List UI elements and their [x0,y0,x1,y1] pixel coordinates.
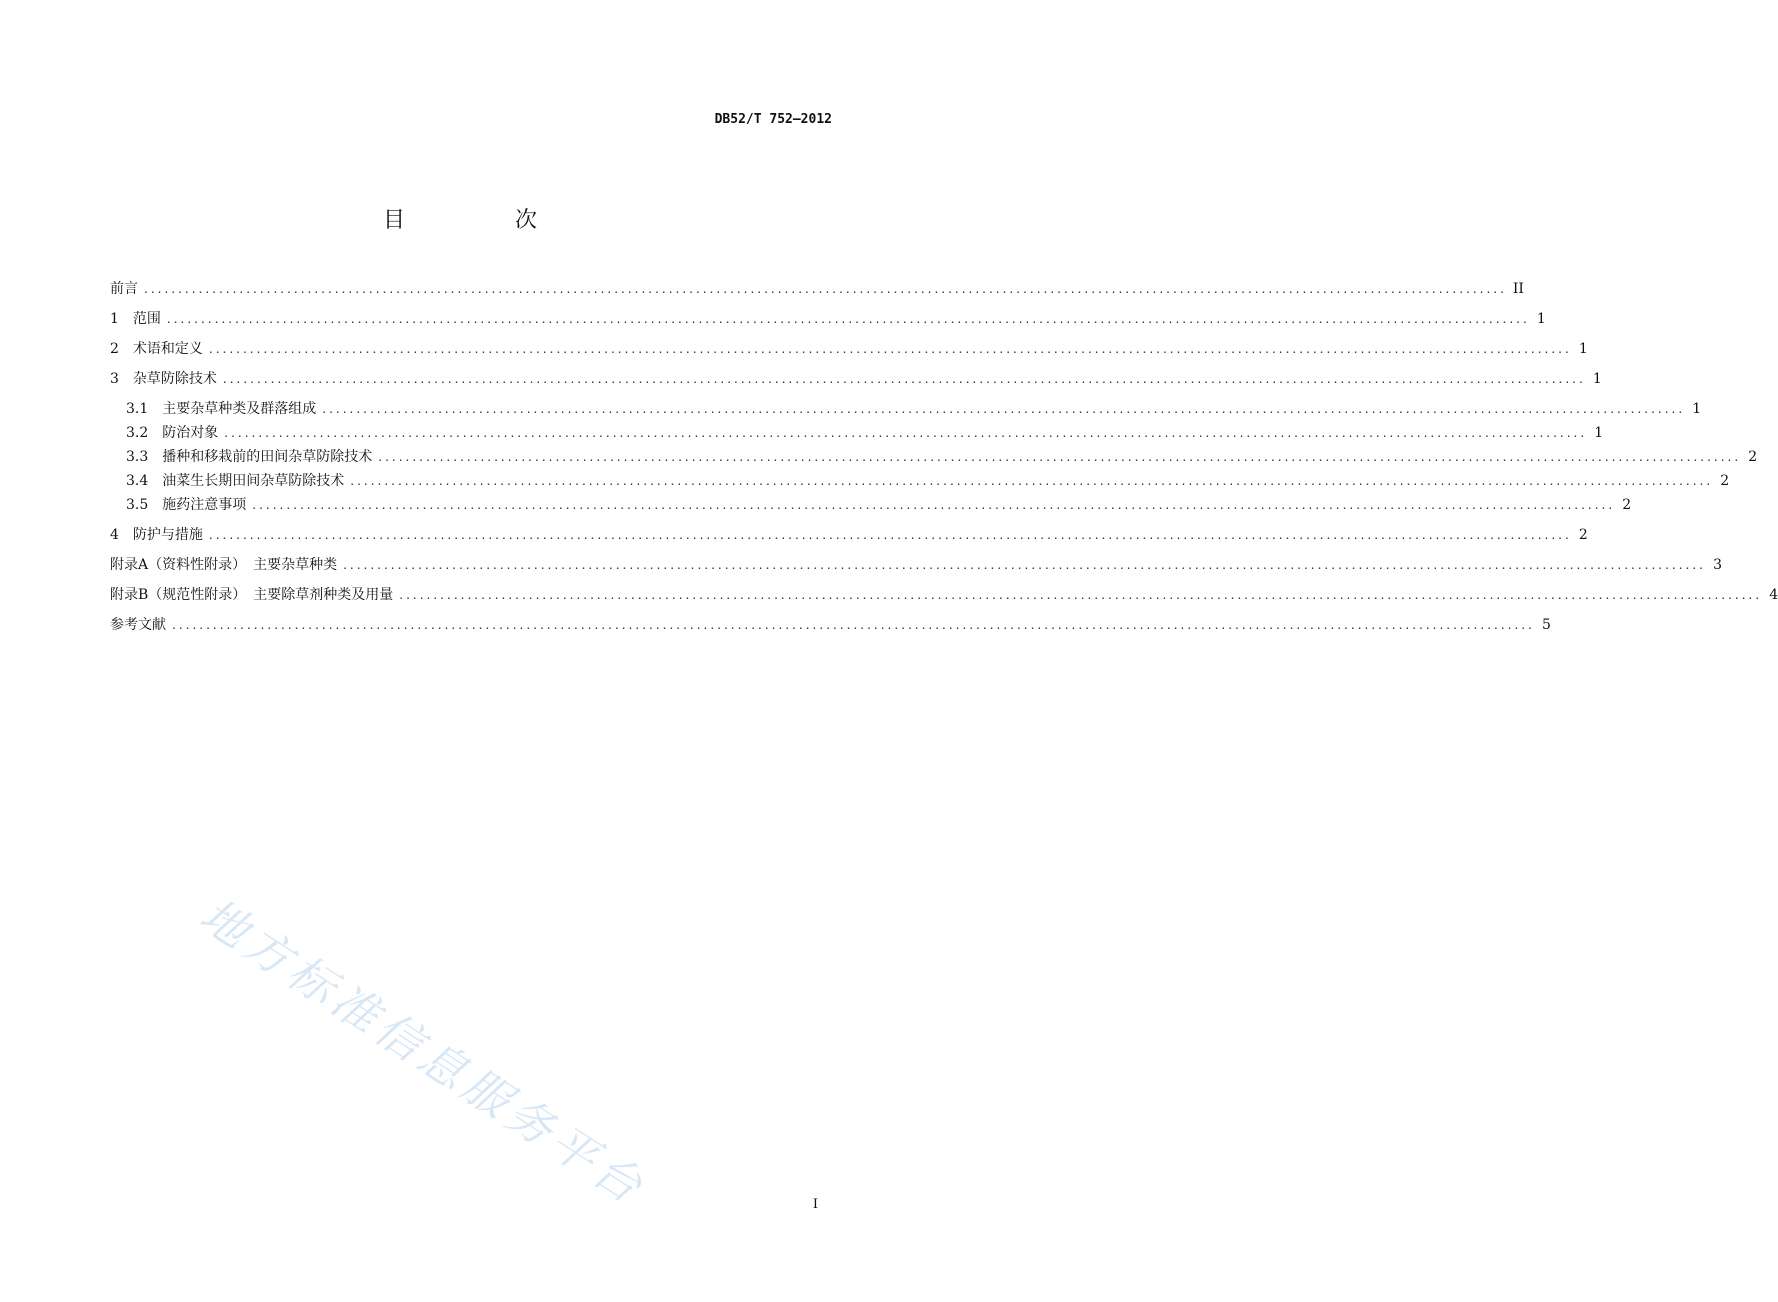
toc-label: 防护与措施 [132,527,203,543]
toc-number: 3 [110,371,133,387]
toc-page-number: 1 [1692,401,1702,417]
toc-leader-dots: ........................................................................................................................................................................................................ [343,558,1706,572]
toc-number: 4 [110,527,133,543]
toc-entry-terms[interactable] [110,339,1588,359]
toc-page-number: 1 [1592,371,1602,387]
doc-code: DB52/T 752—2012 [714,112,832,127]
toc-entry-scope[interactable] [110,309,1546,329]
toc-entry-3-4[interactable] [126,471,1730,491]
toc-page-number: 1 [1578,341,1588,357]
toc-leader-dots: ........................................................................................................................................................................................................ [399,588,1763,602]
toc-label: 施药注意事项 [162,497,247,513]
toc-entry-3-5[interactable] [126,495,1632,515]
toc-leader-dots: ........................................................................................................................................................................................................ [222,372,1586,386]
toc-entry-appendix-a[interactable] [110,555,1722,575]
page-title: 目 次 [382,208,581,233]
toc-page-number: 2 [1720,473,1730,489]
toc-label: 播种和移栽前的田间杂草防除技术 [162,449,373,465]
toc-leader-dots: ........................................................................................................................................................................................................ [166,312,1530,326]
toc-page-number: 3 [1713,557,1722,573]
toc-page-number: 2 [1578,527,1588,543]
toc-label: 参考文献 [110,617,166,633]
toc-number: 2 [110,341,133,357]
toc-entry-appendix-b[interactable] [110,585,1778,605]
toc-page-number: 5 [1541,617,1551,633]
toc-leader-dots: ........................................................................................................................................................................................................ [172,618,1535,632]
toc-leader-dots: ........................................................................................................................................................................................................ [252,498,1616,512]
toc-label: 附录A（资料性附录） 主要杂草种类 [110,557,338,573]
watermark: 地方标准信息服务平台 [190,887,657,1217]
toc-leader-dots: ........................................................................................................................................................................................................ [378,450,1742,464]
toc-entry-references[interactable] [110,615,1551,635]
toc-label: 油菜生长期田间杂草防除技术 [162,473,345,489]
toc-leader-dots: ........................................................................................................................................................................................................ [208,342,1572,356]
toc-leader-dots: ........................................................................................................................................................................................................ [208,528,1572,542]
toc-label: 术语和定义 [132,341,203,357]
toc-number: 3.2 [126,425,163,441]
page-number: I [812,1197,818,1212]
toc-label: 主要杂草种类及群落组成 [162,401,317,417]
toc-leader-dots: ........................................................................................................................................................................................................ [322,402,1686,416]
toc-page-number: 2 [1622,497,1632,513]
toc-leader-dots: ........................................................................................................................................................................................................ [350,474,1714,488]
toc-page-number: 4 [1769,587,1778,603]
toc-leader-dots: ........................................................................................................................................................................................................ [144,282,1507,296]
toc-page-number: 2 [1748,449,1758,465]
toc-entry-3-2[interactable] [126,423,1604,443]
toc-leader-dots: ........................................................................................................................................................................................................ [224,426,1588,440]
toc-label: 杂草防除技术 [132,371,217,387]
toc-page-number: 1 [1536,311,1546,327]
toc-entry-weed-control[interactable] [110,369,1602,389]
toc-entry-foreword[interactable] [110,279,1524,299]
toc-number: 3.3 [126,449,163,465]
toc-entry-3-3[interactable] [126,447,1758,467]
toc-page-number: II [1512,281,1524,297]
toc-page-number: 1 [1594,425,1604,441]
toc-label: 前言 [110,281,138,297]
toc-entry-3-1[interactable] [126,399,1702,419]
toc-label: 附录B（规范性附录） 主要除草剂种类及用量 [110,587,394,603]
toc-number: 3.4 [126,473,163,489]
toc-label: 范围 [132,311,161,327]
toc-entry-protection[interactable] [110,525,1588,545]
toc-number: 3.5 [126,497,163,513]
toc-number: 1 [110,311,133,327]
toc-number: 3.1 [126,401,163,417]
toc-label: 防治对象 [162,425,219,441]
